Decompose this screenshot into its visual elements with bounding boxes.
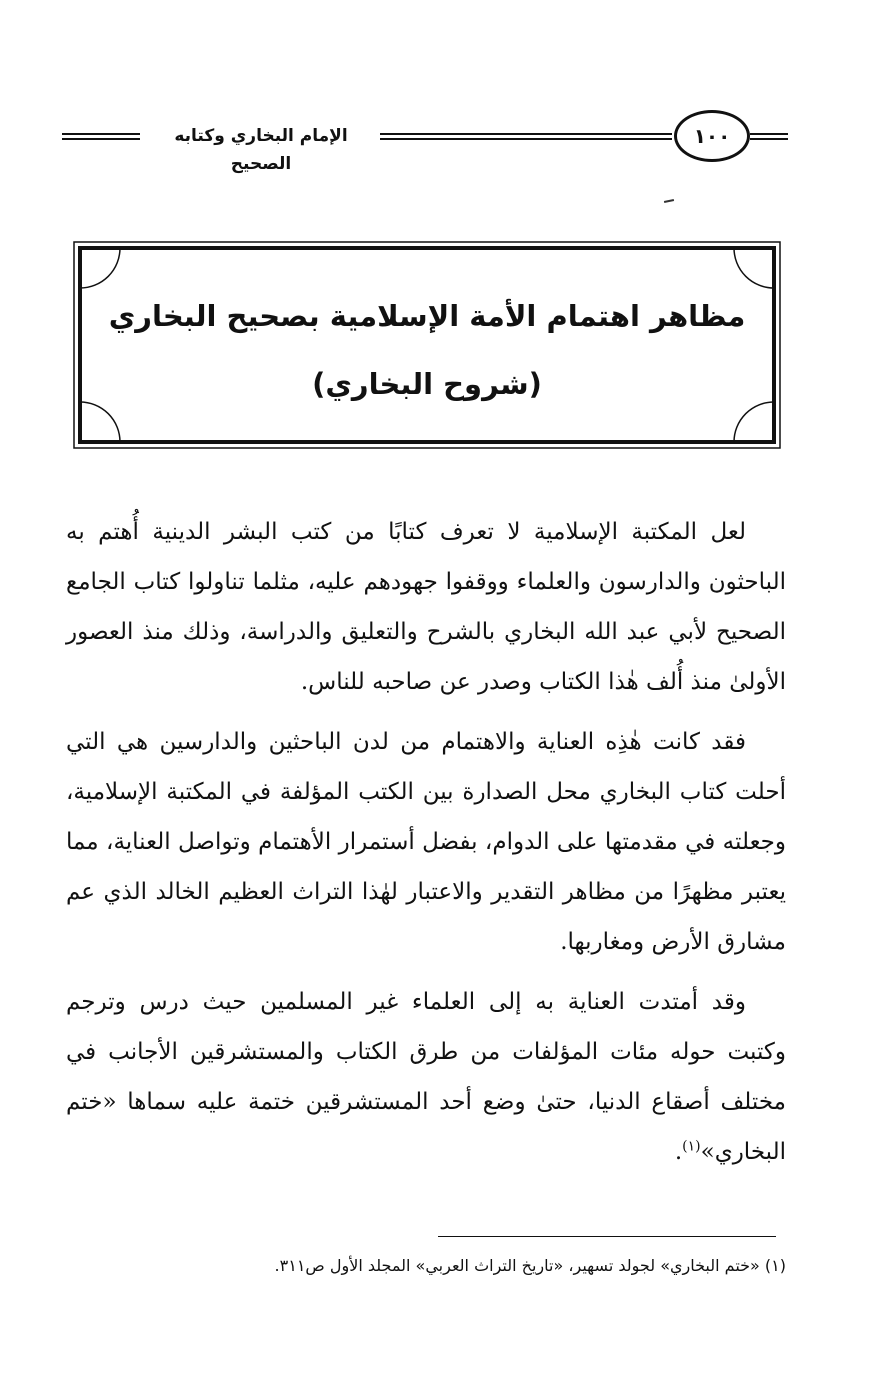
paragraph-end-mark: . [674,1139,683,1165]
footnote-separator [438,1236,776,1237]
footnote: (١) «ختم البخاري» لجولد تسهير، «تاريخ التراث العربي» المجلد الأول ص٣١١. [274,1256,786,1275]
page-number-badge [674,110,750,162]
page-header [62,108,788,174]
body-text [66,507,786,1187]
paragraph-1: لعل المكتبة الإسلامية لا تعرف كتابًا من كتب البشر الدينية أُهتم به الباحثون والدارسون والعلماء ووقفوا جهودهم عليه، مثلما تناولوا كتاب الجامع الصحيح لأبي عبد الله البخاري بالشرح والتعليق والدراسة، وذلك منذ العصور الأولىٰ منذ أُلف هٰذا الكتاب وصدر عن صاحبه للناس. [66,519,786,695]
paragraph-3-text: وقد أمتدت العناية به إلى العلماء غير المسلمين حيث درس وترجم وكتبت حوله مئات المؤلفات من طرق الكتاب والمستشرقين الأجانب في مختلف أصقاع الدنيا، حتىٰ وضع أحد المستشرقين ختمة عليه سماها «ختم البخاري» [66,989,786,1165]
paragraph-3 [66,977,786,1177]
paragraph-2: فقد كانت هٰذِه العناية والاهتمام من لدن الباحثين والدارسين هي التي أحلت كتاب البخاري محل الصدارة بين الكتب المؤلفة في المكتبة الإسلامية، وجعلته في مقدمتها على الدوام، بفضل أستمرار الأهتمام وتواصل العناية، مما يعتبر مظهرًا من مظاهر التقدير والاعتبار لهٰذا التراث العظيم الخالد الذي عم مشارق الأرض ومغاربها. [66,729,786,955]
running-title: الإمام البخاري وكتابه الصحيح [174,126,348,174]
footnote-reference[interactable]: (١) [682,1138,701,1155]
chapter-title-subtitle: (شروح البخاري) [312,367,542,401]
chapter-title-main: مظاهر اهتمام الأمة الإسلامية بصحيح البخاري [108,299,746,333]
chapter-title-frame [72,240,782,450]
header-rule-middle [380,133,672,140]
header-rule-right [750,133,788,140]
header-rule-left [62,133,140,140]
stray-ink-mark [664,199,674,203]
chapter-title [102,270,752,404]
page-number: ١٠٠ [693,124,731,148]
